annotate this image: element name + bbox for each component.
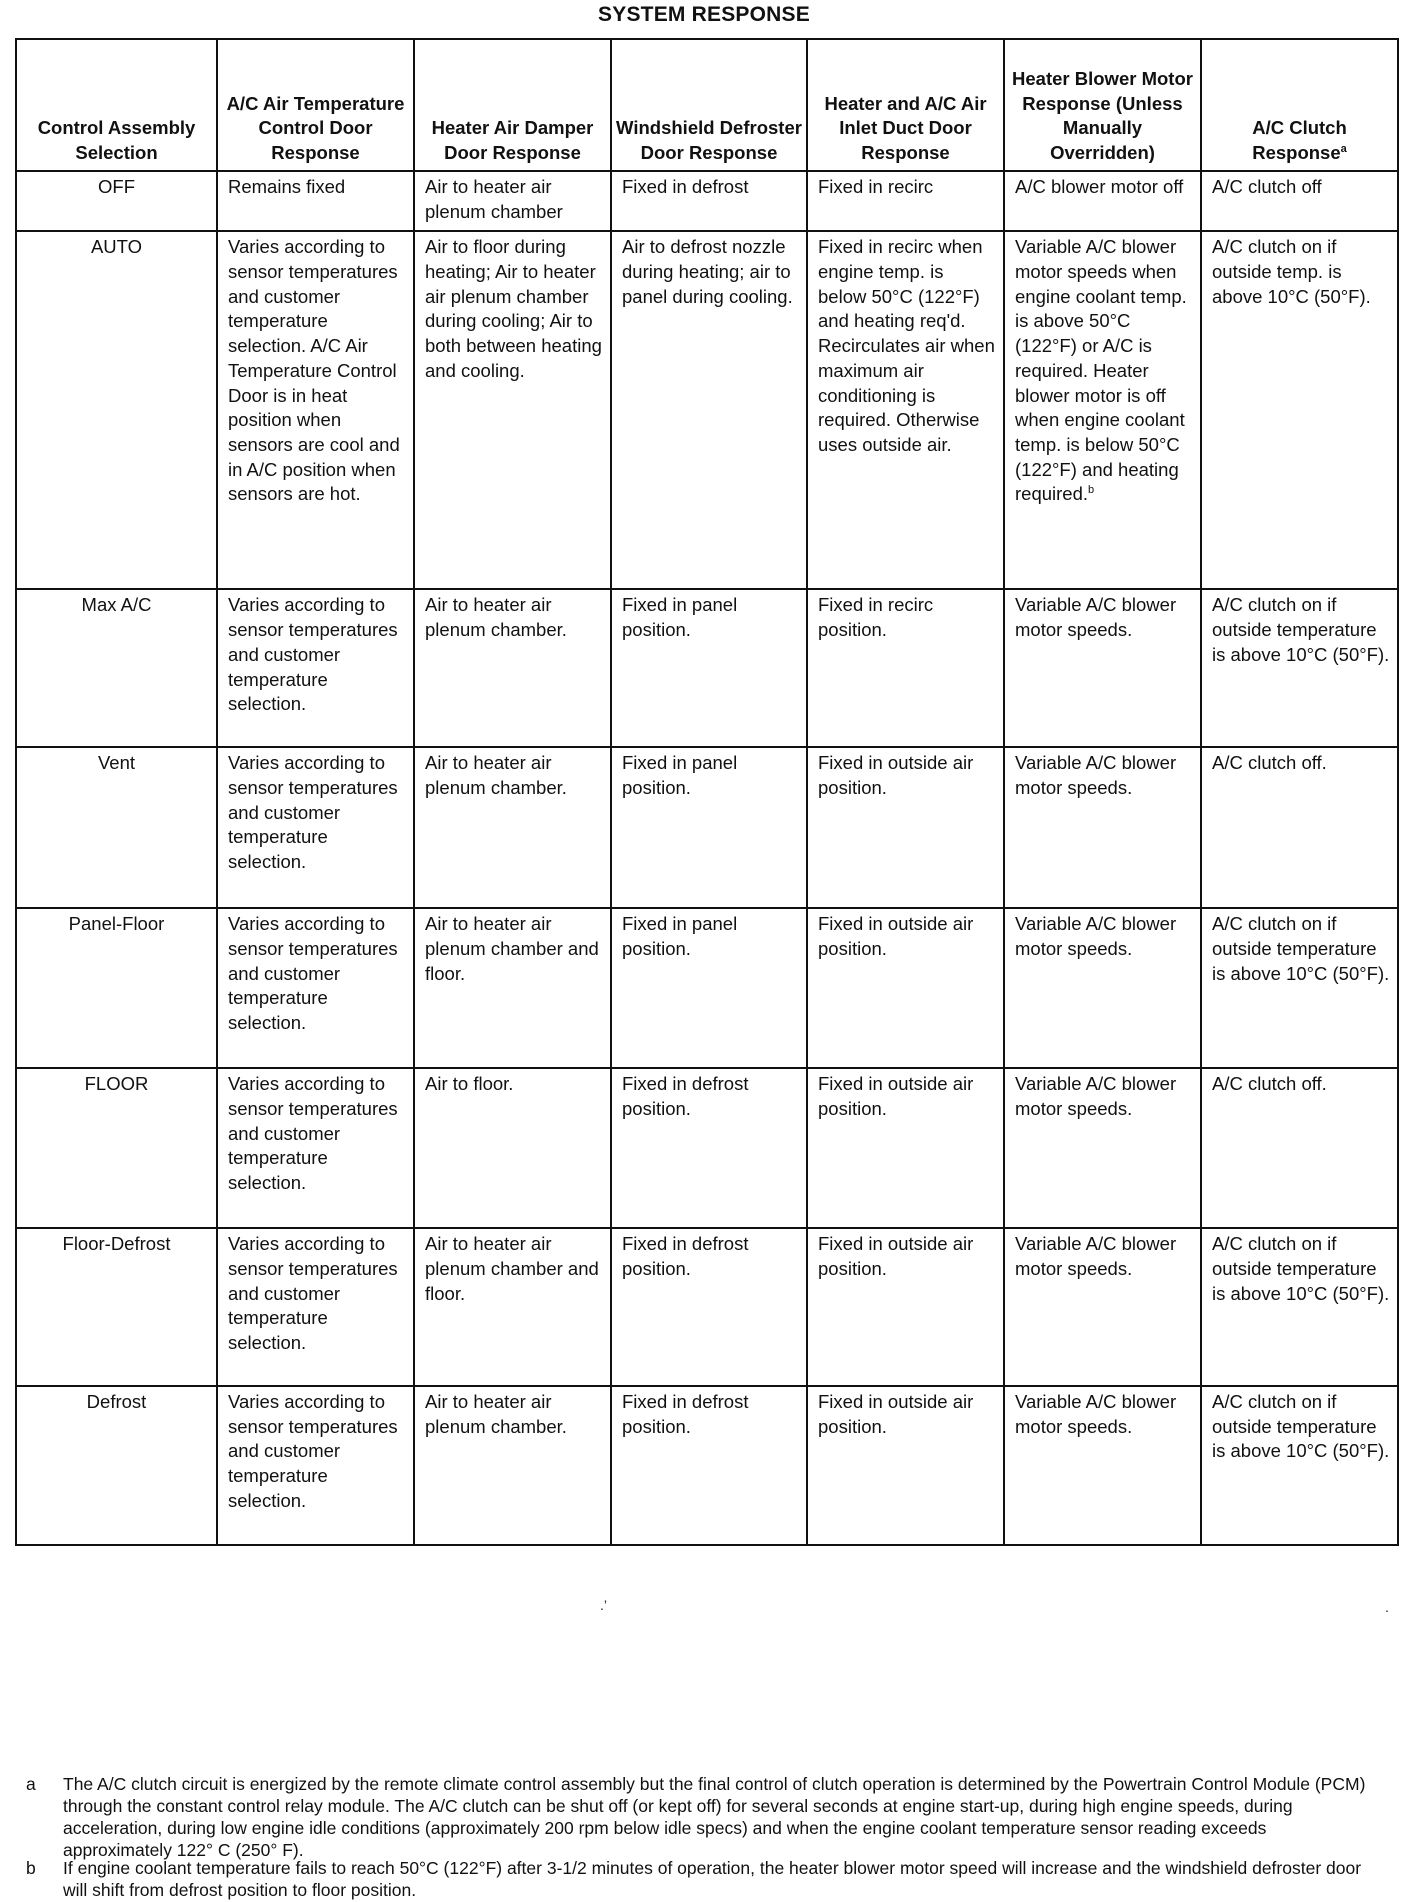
- cell-blower: Variable A/C blower motor speeds.: [1004, 747, 1201, 908]
- cell-temp-door: Varies according to sensor temperatures and customer temperature selection. A/C Air Temperature Control Door is in heat position when sensors are cool and in A/C position when sensors are hot.: [217, 231, 414, 589]
- cell-defroster-door: Fixed in defrost: [611, 171, 807, 231]
- table-row-off: [16, 171, 1398, 231]
- header-temp-door-response: A/C Air Temperature Control Door Response: [217, 39, 414, 171]
- cell-blower: A/C blower motor off: [1004, 171, 1201, 231]
- header-control-assembly-selection: Control Assembly Selection: [16, 39, 217, 171]
- cell-defroster-door: Fixed in defrost position.: [611, 1068, 807, 1228]
- cell-clutch: A/C clutch off.: [1201, 1068, 1398, 1228]
- cell-damper-door: Air to heater air plenum chamber and floor.: [414, 1228, 611, 1386]
- footnote-label: a: [26, 1774, 36, 1794]
- cell-inlet-door: Fixed in outside air position.: [807, 747, 1004, 908]
- cell-inlet-door: Fixed in recirc: [807, 171, 1004, 231]
- table-row-defrost: [16, 1386, 1398, 1545]
- cell-blower: Variable A/C blower motor speeds.: [1004, 1068, 1201, 1228]
- cell-damper-door: Air to heater air plenum chamber.: [414, 1386, 611, 1545]
- header-row: [16, 39, 1398, 171]
- cell-temp-door: Varies according to sensor temperatures and customer temperature selection.: [217, 589, 414, 747]
- cell-temp-door: Varies according to sensor temperatures and customer temperature selection.: [217, 908, 414, 1068]
- table-row-floor: [16, 1068, 1398, 1228]
- cell-defroster-door: Fixed in panel position.: [611, 908, 807, 1068]
- cell-clutch: A/C clutch on if outside temperature is above 10°C (50°F).: [1201, 589, 1398, 747]
- footnote-text: The A/C clutch circuit is energized by the remote climate control assembly but the final control of clutch operation is determined by the Powertrain Control Module (PCM) through the constant control relay module. The A/C clutch can be shut off (or kept off) for several seconds at engine start-up, during high engine speeds, during acceleration, during low engine idle conditions (approximately 200 rpm below idle specs) and when the engine coolant temperature sensor reading exceeds approximately 122° C (250° F).: [63, 1774, 1366, 1860]
- cell-inlet-door: Fixed in recirc when engine temp. is below 50°C (122°F) and heating req'd. Recirculates air when maximum air conditioning is required. Otherwise uses outside air.: [807, 231, 1004, 589]
- cell-inlet-door: Fixed in outside air position.: [807, 908, 1004, 1068]
- cell-clutch: A/C clutch off: [1201, 171, 1398, 231]
- cell-damper-door: Air to heater air plenum chamber.: [414, 589, 611, 747]
- cell-temp-door: Varies according to sensor temperatures and customer temperature selection.: [217, 1228, 414, 1386]
- table-row-max-ac: [16, 589, 1398, 747]
- cell-selection: FLOOR: [16, 1068, 217, 1228]
- cell-damper-door: Air to heater air plenum chamber and floor.: [414, 908, 611, 1068]
- footnote-b: [26, 1857, 1371, 1901]
- cell-temp-door: Varies according to sensor temperatures and customer temperature selection.: [217, 1068, 414, 1228]
- cell-selection: Vent: [16, 747, 217, 908]
- cell-defroster-door: Fixed in panel position.: [611, 747, 807, 908]
- footnote-mark-a: a: [1340, 142, 1347, 155]
- table-row-vent: [16, 747, 1398, 908]
- header-damper-door-response: Heater Air Damper Door Response: [414, 39, 611, 171]
- table-row-floor-defrost: [16, 1228, 1398, 1386]
- header-defroster-door-response: Windshield Defroster Door Response: [611, 39, 807, 171]
- cell-clutch: A/C clutch on if outside temperature is above 10°C (50°F).: [1201, 908, 1398, 1068]
- cell-damper-door: Air to floor.: [414, 1068, 611, 1228]
- cell-damper-door: Air to floor during heating; Air to heater air plenum chamber during cooling; Air to both between heating and cooling.: [414, 231, 611, 589]
- cell-blower: Variable A/C blower motor speeds.: [1004, 908, 1201, 1068]
- cell-selection: Defrost: [16, 1386, 217, 1545]
- footnote-label: b: [26, 1858, 36, 1878]
- cell-defroster-door: Fixed in panel position.: [611, 589, 807, 747]
- header-clutch-response: [1201, 39, 1398, 171]
- cell-blower: Variable A/C blower motor speeds.: [1004, 1386, 1201, 1545]
- cell-selection: Panel-Floor: [16, 908, 217, 1068]
- cell-selection: AUTO: [16, 231, 217, 589]
- scan-speck-mark: .’: [600, 1597, 607, 1613]
- cell-damper-door: Air to heater air plenum chamber.: [414, 747, 611, 908]
- cell-temp-door: Remains fixed: [217, 171, 414, 231]
- cell-clutch: A/C clutch on if outside temperature is above 10°C (50°F).: [1201, 1386, 1398, 1545]
- cell-blower: Variable A/C blower motor speeds.: [1004, 589, 1201, 747]
- cell-inlet-door: Fixed in outside air position.: [807, 1386, 1004, 1545]
- cell-blower: [1004, 231, 1201, 589]
- cell-selection: Max A/C: [16, 589, 217, 747]
- footnote-a: [26, 1773, 1371, 1861]
- header-blower-motor-response: Heater Blower Motor Response (Unless Manually Overridden): [1004, 39, 1201, 171]
- cell-temp-door: Varies according to sensor temperatures and customer temperature selection.: [217, 747, 414, 908]
- cell-temp-door: Varies according to sensor temperatures and customer temperature selection.: [217, 1386, 414, 1545]
- table-row-auto: [16, 231, 1398, 589]
- header-inlet-duct-door-response: Heater and A/C Air Inlet Duct Door Response: [807, 39, 1004, 171]
- cell-clutch: A/C clutch on if outside temperature is above 10°C (50°F).: [1201, 1228, 1398, 1386]
- system-response-table: [15, 38, 1399, 1546]
- header-clutch-label: A/C Clutch Response: [1252, 117, 1347, 163]
- cell-clutch: A/C clutch on if outside temp. is above 10°C (50°F).: [1201, 231, 1398, 589]
- cell-damper-door: Air to heater air plenum chamber: [414, 171, 611, 231]
- cell-inlet-door: Fixed in recirc position.: [807, 589, 1004, 747]
- cell-selection: Floor-Defrost: [16, 1228, 217, 1386]
- cell-inlet-door: Fixed in outside air position.: [807, 1228, 1004, 1386]
- cell-inlet-door: Fixed in outside air position.: [807, 1068, 1004, 1228]
- cell-defroster-door: Fixed in defrost position.: [611, 1228, 807, 1386]
- scan-speck-dot: .: [1385, 1599, 1389, 1615]
- page-title: SYSTEM RESPONSE: [598, 3, 810, 26]
- footnote-text: If engine coolant temperature fails to reach 50°C (122°F) after 3-1/2 minutes of operation, the heater blower motor speed will increase and the windshield defroster door will shift from defrost position to floor position.: [63, 1858, 1362, 1900]
- blower-text: Variable A/C blower motor speeds when engine coolant temp. is above 50°C (122°F) or A/C is required. Heater blower motor is off when engine coolant temp. is below 50°C (122°F) and heating required.: [1015, 236, 1187, 505]
- cell-blower: Variable A/C blower motor speeds.: [1004, 1228, 1201, 1386]
- cell-selection: OFF: [16, 171, 217, 231]
- table-row-panel-floor: [16, 908, 1398, 1068]
- cell-defroster-door: Fixed in defrost position.: [611, 1386, 807, 1545]
- footnote-mark-b: b: [1088, 484, 1095, 497]
- cell-defroster-door: Air to defrost nozzle during heating; air to panel during cooling.: [611, 231, 807, 589]
- cell-clutch: A/C clutch off.: [1201, 747, 1398, 908]
